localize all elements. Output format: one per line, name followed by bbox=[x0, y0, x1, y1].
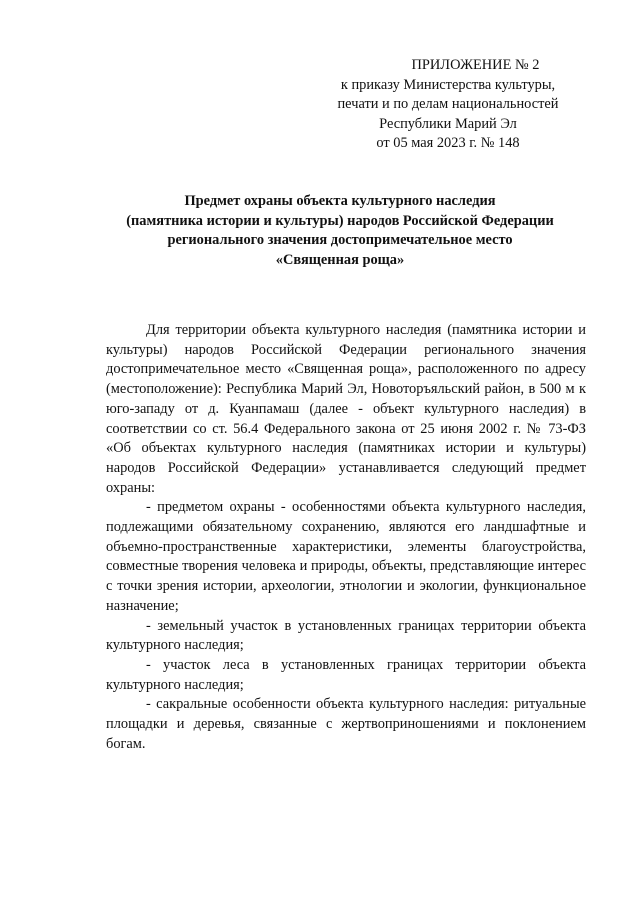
appendix-title: ПРИЛОЖЕНИЕ № 2 bbox=[411, 57, 540, 73]
title-line: Предмет охраны объекта культурного наследия bbox=[184, 193, 496, 209]
intro-paragraph: Для территории объекта культурного наследия (памятника истории и культуры) народов Российской Федерации регионального значения достопримечательное место «Священная роща», расположенного по адресу (местоположение): Республика Марий Эл, Новоторъяльский район, в 500 м к юго-западу от д. Куанпамаш (далее - объект культурного наследия) в соответствии со ст. 56.4 Федерального закона от 25 июня 2002 г. № 73-ФЗ «Об объектах культурного наследия (памятниках истории и культуры) народов Российской Федерации» устанавливается следующий предмет охраны: bbox=[106, 322, 586, 496]
title-line: регионального значения достопримечательное место bbox=[167, 232, 513, 249]
appendix-line: печати и по делам национальностей bbox=[337, 96, 559, 112]
appendix-block bbox=[300, 56, 596, 154]
title-line: «Священная роща» bbox=[275, 252, 405, 269]
protection-item: - участок леса в установленных границах территории объекта культурного наследия; bbox=[106, 656, 586, 693]
appendix-line: к приказу Министерства культуры, bbox=[340, 76, 556, 93]
protection-item: - сакральные особенности объекта культурного наследия: ритуальные площадки и деревья, связанные с жертвоприношениями и поклонением богам. bbox=[106, 696, 586, 752]
protection-item: - предметом охраны - особенностями объекта культурного наследия, подлежащими обязательному сохранению, являются его ландшафтные и объемно-пространственные характеристики, элементы благоустройства, совместные творения человека и природы, объекты, представляющие интерес с точки зрения истории, археологии, этнологии и экологии, функциональное назначение; bbox=[106, 499, 586, 614]
appendix-line: Республики Марий Эл bbox=[379, 115, 517, 132]
title-line: (памятника истории и культуры) народов Российской Федерации bbox=[126, 212, 554, 229]
document-body bbox=[106, 321, 586, 754]
appendix-line: от 05 мая 2023 г. № 148 bbox=[376, 135, 520, 151]
protection-item: - земельный участок в установленных границах территории объекта культурного наследия; bbox=[106, 617, 586, 654]
document-title bbox=[96, 192, 584, 271]
